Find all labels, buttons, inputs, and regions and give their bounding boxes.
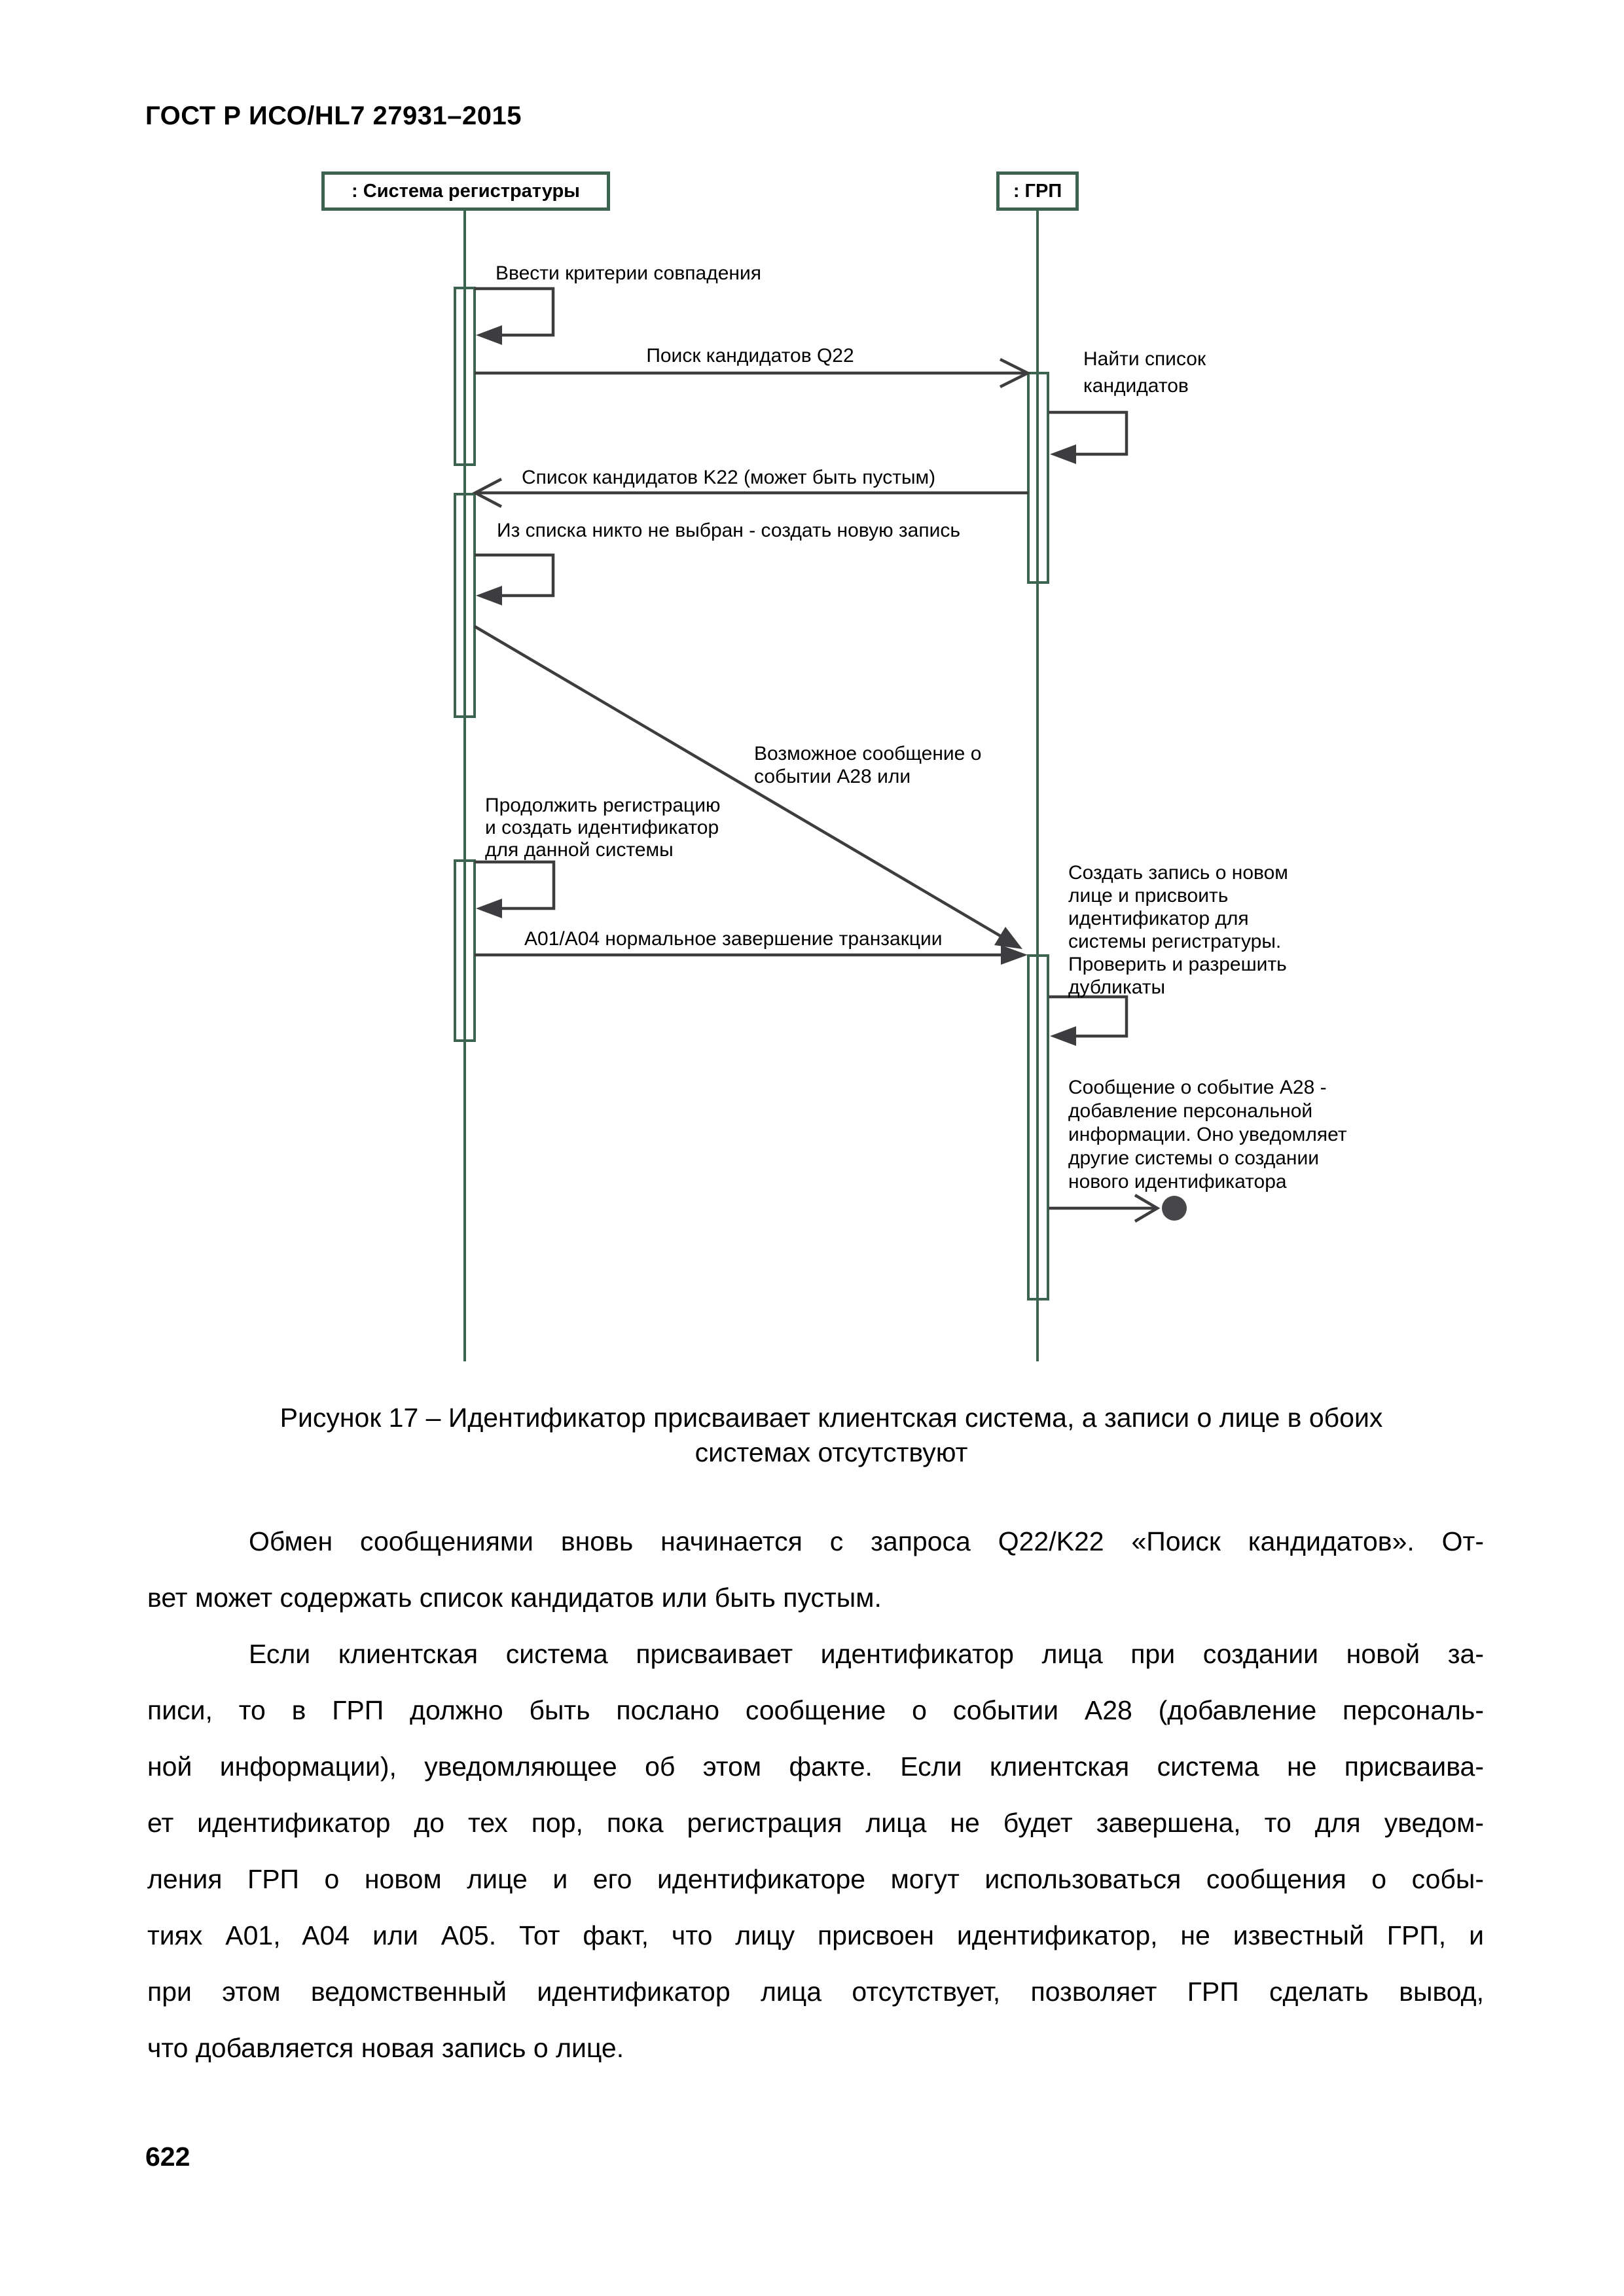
label-possible-a28 xyxy=(754,742,981,788)
text-line: другие системы о создании xyxy=(1068,1147,1320,1169)
label-create-record xyxy=(1068,861,1288,999)
text-line: что добавляется новая запись о лице. xyxy=(147,2033,624,2063)
actor-mpi: : ГРП xyxy=(996,171,1079,211)
figure-caption xyxy=(147,1401,1515,1470)
text-line: ной информации), уведомляющее об этом факте. Если клиентская система не присваива- xyxy=(147,1751,1484,1782)
text-line: кандидатов xyxy=(1083,375,1189,397)
text-line: для данной системы xyxy=(485,839,674,861)
text-line: ления ГРП о новом лице и его идентификаторе могут использоваться сообщения о собы- xyxy=(147,1864,1484,1894)
arrowhead-find-list xyxy=(1050,444,1076,464)
activation-registry-3 xyxy=(455,861,475,1041)
text-line: нового идентификатора xyxy=(1068,1171,1287,1193)
activation-mpi-2 xyxy=(1028,956,1048,1299)
label-a01-a04: A01/A04 нормальное завершение транзакции xyxy=(524,928,943,950)
text-line: идентификатор для xyxy=(1068,908,1249,929)
text-line: Возможное сообщение о xyxy=(754,743,982,764)
text-line: ет идентификатор до тех пор, пока регистрация лица не будет завершена, то для уведом- xyxy=(147,1808,1484,1838)
activation-registry-1 xyxy=(455,288,475,465)
text-line: добавление персональной xyxy=(1068,1100,1313,1122)
label-continue-registration xyxy=(485,795,720,861)
text-line: вет может содержать список кандидатов или быть пустым. xyxy=(147,1583,882,1613)
text-line: при этом ведомственный идентификатор лица отсутствует, позволяет ГРП сделать вывод, xyxy=(147,1977,1484,2007)
page-number: 622 xyxy=(145,2142,190,2172)
text-line: информации. Оно уведомляет xyxy=(1068,1124,1347,1145)
text-line: и создать идентификатор xyxy=(485,817,719,838)
self-message-no-one-selected xyxy=(475,555,553,596)
document-header: ГОСТ Р ИСО/HL7 27931–2015 xyxy=(145,101,522,130)
label-list-candidates: Список кандидатов K22 (может быть пустым) xyxy=(522,467,936,488)
label-enter-criteria: Ввести критерии совпадения xyxy=(496,262,761,284)
arrowhead-enter-criteria xyxy=(476,325,502,345)
label-find-list xyxy=(1083,346,1206,399)
text-line: дубликаты xyxy=(1068,977,1166,998)
self-message-create-record xyxy=(1049,997,1127,1036)
text-line: системы регистратуры. xyxy=(1068,931,1282,952)
text-line: Обмен сообщениями вновь начинается с запроса Q22/K22 «Поиск кандидатов». От- xyxy=(249,1526,1484,1556)
text-line: лице и присвоить xyxy=(1068,885,1229,906)
activation-mpi-1 xyxy=(1028,373,1048,583)
self-message-find-list xyxy=(1049,412,1127,454)
text-line: событии A28 или xyxy=(754,766,911,787)
arrowhead-continue-registration xyxy=(476,899,502,918)
label-a28-notification xyxy=(1068,1076,1347,1194)
label-no-one-selected: Из списка никто не выбран - создать новую запись xyxy=(497,520,960,541)
self-message-enter-criteria xyxy=(475,289,553,335)
body-text xyxy=(147,1513,1484,2076)
text-line: писи, то в ГРП должно быть послано сообщение о событии A28 (добавление персональ- xyxy=(147,1695,1484,1725)
text-line: Создать запись о новом xyxy=(1068,862,1288,884)
text-line: системах отсутствуют xyxy=(695,1437,968,1467)
text-line: Проверить и разрешить xyxy=(1068,954,1287,975)
text-line: Сообщение о событие A28 - xyxy=(1068,1077,1327,1098)
self-message-continue-registration xyxy=(475,862,554,908)
arrowhead-create-record xyxy=(1050,1026,1076,1046)
arrowhead-a01-a04 xyxy=(1001,945,1028,965)
actor-registry-system: : Система регистратуры xyxy=(321,171,610,211)
label-search-candidates: Поиск кандидатов Q22 xyxy=(646,345,854,367)
text-line: Рисунок 17 – Идентификатор присваивает клиентская система, а записи о лице в обоих xyxy=(280,1403,1383,1433)
endpoint-circle xyxy=(1162,1196,1187,1221)
text-line: Найти список xyxy=(1083,348,1206,370)
arrowhead-no-one-selected xyxy=(476,586,502,605)
text-line: Продолжить регистрацию xyxy=(485,795,721,816)
arrowhead-possible-a28 xyxy=(994,927,1022,949)
activation-registry-2 xyxy=(455,494,475,717)
text-line: Если клиентская система присваивает идентификатор лица при создании новой за- xyxy=(249,1639,1484,1669)
text-line: тиях A01, A04 или A05. Тот факт, что лицу присвоен идентификатор, не известный ГРП, и xyxy=(147,1920,1484,1950)
